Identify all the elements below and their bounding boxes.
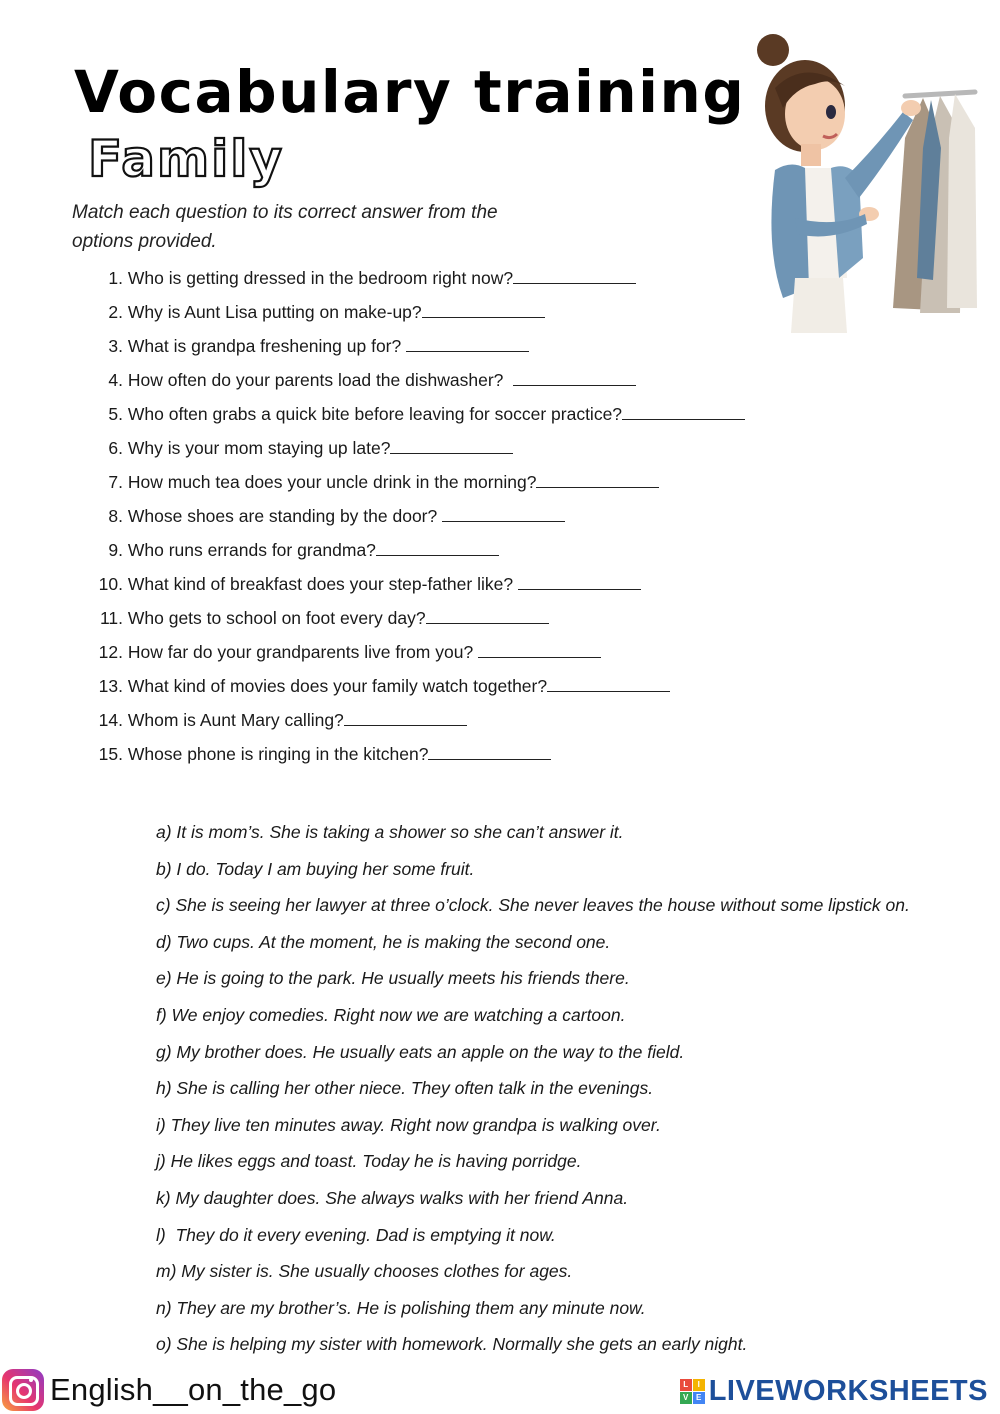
answer-option: e) He is going to the park. He usually meets his friends there. (156, 968, 630, 989)
answer-blank[interactable] (442, 504, 565, 522)
question-text: How far do your grandparents live from you? (127, 642, 479, 662)
logo-letter: I (693, 1379, 705, 1391)
question-item (90, 332, 790, 366)
answer-option: m) My sister is. She usually chooses clothes for ages. (156, 1261, 573, 1282)
instructions: Match each question to its correct answer from the options provided. (72, 202, 498, 252)
question-item (90, 400, 790, 434)
question-text: Whom is Aunt Mary calling? (127, 710, 344, 730)
answer-blank[interactable] (426, 606, 549, 624)
answer-blank[interactable] (422, 300, 545, 318)
liveworksheets-brand (680, 1374, 988, 1408)
question-number: 3. (108, 336, 123, 356)
question-item (90, 468, 790, 502)
question-number: 7. (108, 472, 123, 492)
answer-option: b) I do. Today I am buying her some fruit. (156, 858, 475, 879)
liveworksheets-logo-icon (680, 1379, 705, 1404)
answer-blank[interactable] (622, 402, 745, 420)
answer-option: i) They live ten minutes away. Right now grandpa is walking over. (156, 1114, 661, 1135)
question-number: 10. (98, 574, 123, 594)
question-item (90, 366, 790, 400)
answer-blank[interactable] (478, 640, 601, 658)
logo-letter: E (693, 1392, 705, 1404)
question-item (90, 570, 790, 604)
answer-option: o) She is helping my sister with homework. Normally she gets an early night. (156, 1334, 748, 1355)
question-number: 11. (99, 608, 123, 628)
logo-letter: V (680, 1392, 692, 1404)
author-credit (2, 1368, 336, 1412)
answer-blank[interactable] (406, 334, 529, 352)
answer-option: d) Two cups. At the moment, he is making the second one. (156, 931, 611, 952)
question-text: What kind of movies does your family watch together? (127, 676, 548, 696)
question-item (90, 706, 790, 740)
question-item (90, 740, 790, 774)
question-text: Why is Aunt Lisa putting on make-up? (127, 302, 422, 322)
brand-name: LIVEWORKSHEETS (708, 1374, 988, 1407)
answer-blank[interactable] (536, 470, 659, 488)
question-number: 8. (108, 506, 123, 526)
question-number: 6. (108, 438, 123, 458)
question-text: Whose phone is ringing in the kitchen? (127, 744, 429, 764)
instagram-icon[interactable] (2, 1369, 44, 1411)
question-item (90, 264, 790, 298)
question-number: 13. (98, 676, 123, 696)
answer-option: f) We enjoy comedies. Right now we are watching a cartoon. (156, 1004, 626, 1025)
answer-option: n) They are my brother’s. He is polishing them any minute now. (156, 1297, 646, 1318)
answer-blank[interactable] (390, 436, 513, 454)
instagram-handle[interactable]: English__on_the_go (50, 1372, 337, 1407)
question-text: What kind of breakfast does your step-father like? (127, 574, 518, 594)
answer-blank[interactable] (547, 674, 670, 692)
page-subtitle: Family (88, 130, 284, 188)
answer-option: g) My brother does. He usually eats an apple on the way to the field. (156, 1041, 685, 1062)
question-number: 9. (108, 540, 123, 560)
answer-blank[interactable] (513, 368, 636, 386)
answer-blank[interactable] (428, 742, 551, 760)
answer-blank[interactable] (376, 538, 499, 556)
question-number: 4. (108, 370, 123, 390)
question-item (90, 434, 790, 468)
question-text: How much tea does your uncle drink in the morning? (127, 472, 537, 492)
question-number: 12. (98, 642, 123, 662)
question-item (90, 502, 790, 536)
answer-options-list (156, 818, 976, 1367)
question-text: Who runs errands for grandma? (127, 540, 376, 560)
question-number: 2. (108, 302, 123, 322)
answer-option: l) They do it every evening. Dad is emptying it now. (156, 1224, 556, 1245)
question-item (90, 604, 790, 638)
answer-option: a) It is mom’s. She is taking a shower so she can’t answer it. (156, 822, 624, 842)
answer-blank[interactable] (513, 266, 636, 284)
question-number: 5. (108, 404, 123, 424)
question-text: How often do your parents load the dishwasher? (127, 370, 514, 390)
question-item (90, 672, 790, 706)
answer-option: j) He likes eggs and toast. Today he is having porridge. (156, 1151, 582, 1172)
question-text: Who is getting dressed in the bedroom right now? (127, 268, 514, 288)
question-number: 14. (98, 710, 123, 730)
question-number: 15. (98, 744, 123, 764)
answer-option: c) She is seeing her lawyer at three o’clock. She never leaves the house without some lipstick on. (156, 895, 910, 916)
question-text: Who often grabs a quick bite before leaving for soccer practice? (127, 404, 623, 424)
question-text: Why is your mom staying up late? (127, 438, 391, 458)
answer-blank[interactable] (344, 708, 467, 726)
question-text: What is grandpa freshening up for? (127, 336, 407, 356)
question-number: 1. (108, 268, 123, 288)
question-item (90, 536, 790, 570)
answer-blank[interactable] (518, 572, 641, 590)
question-item (90, 638, 790, 672)
logo-letter: L (680, 1379, 692, 1391)
answer-option: k) My daughter does. She always walks with her friend Anna. (156, 1187, 629, 1208)
page-title: Vocabulary training (74, 58, 746, 126)
question-list (90, 264, 790, 774)
answer-option: h) She is calling her other niece. They often talk in the evenings. (156, 1078, 654, 1099)
question-text: Who gets to school on foot every day? (127, 608, 426, 628)
question-text: Whose shoes are standing by the door? (127, 506, 443, 526)
question-item (90, 298, 790, 332)
